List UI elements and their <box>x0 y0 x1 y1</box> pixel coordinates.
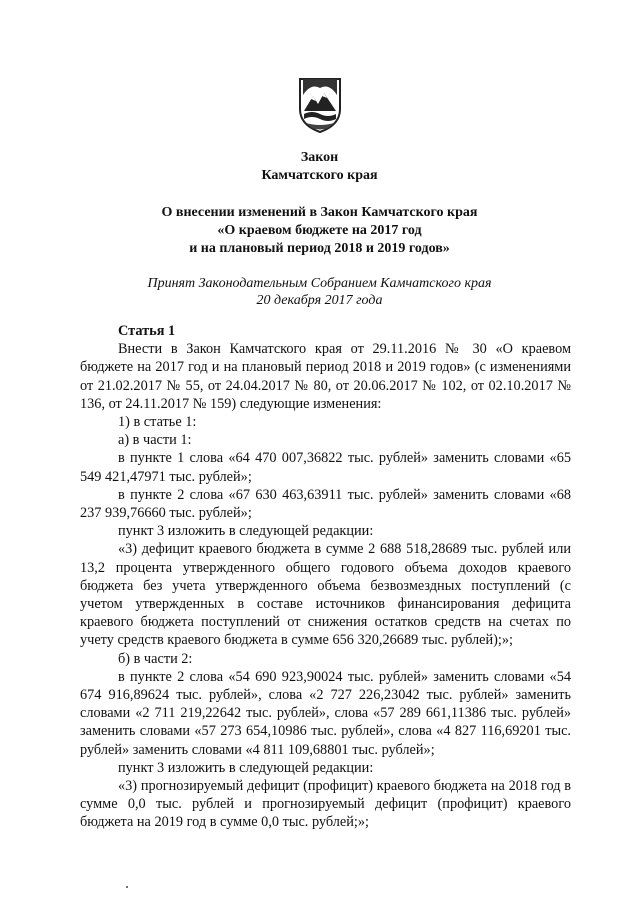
paragraph: в пункте 2 слова «54 690 923,90024 тыс. рублей» заменить словами «54 674 916,89624 тыс. рублей», слова «2 727 226,23042 тыс. рублей» заменить словами «2 711 219,22642 тыс. рублей», слова «57 289 661,11386 тыс. рублей» заменить словами «57 273 654,10986 тыс. рублей», слова «4 827 116,69201 тыс. рублей» заменить словами «4 811 109,68801 тыс. рублей»; <box>80 668 571 758</box>
paragraph: «3) дефицит краевого бюджета в сумме 2 688 518,28689 тыс. рублей или 13,2 процента утвержденного общего годового объема доходов краевого бюджета без учета утвержденного объема безвозмездных поступлений (с учетом утвержденных в составе источников финансирования дефицита краевого бюджета поступлений от снижения остатков средств на счетах по учету средств краевого бюджета в сумме 656 320,26689 тыс. рублей);»; <box>80 541 571 649</box>
document-title-line-1: О внесении изменений в Закон Камчатского края <box>161 205 478 220</box>
document-title-line-2: «О краевом бюджете на 2017 год <box>217 223 422 238</box>
document-title-line-3: и на плановый период 2018 и 2019 годов» <box>189 241 450 256</box>
adoption-date: 20 декабря 2017 года <box>256 293 383 308</box>
paragraph: б) в части 2: <box>118 650 193 667</box>
paragraph: 1) в статье 1: <box>118 414 197 431</box>
paragraph: «3) прогнозируемый дефицит (профицит) краевого бюджета на 2018 год в сумме 0,0 тыс. рублей и прогнозируемый дефицит (профицит) краевого бюджета на 2019 год в сумме 0,0 тыс. рублей;»; <box>80 778 571 831</box>
adoption-note-line-1: Принят Законодательным Собранием Камчатского края <box>147 276 492 291</box>
paragraph: а) в части 1: <box>118 432 192 449</box>
paragraph: Внести в Закон Камчатского края от 29.11.2016 № 30 «О краевом бюджете на 2017 год и на плановый период 2018 и 2019 годов» (с изменениями от 21.02.2017 № 55, от 24.04.2017 № 80, от 20.06.2017 № 102, от 02.10.2017 № 136, от 24.11.2017 № 159) следующие изменения: <box>80 341 571 412</box>
paragraph: пункт 3 изложить в следующей редакции: <box>118 759 374 776</box>
kamchatka-coat-of-arms-icon <box>295 75 345 135</box>
scan-speck <box>126 886 128 888</box>
document-region: Камчатского края <box>261 168 378 183</box>
paragraph: в пункте 2 слова «67 630 463,63911 тыс. рублей» заменить словами «68 237 939,76660 тыс. рублей»; <box>80 486 571 522</box>
law-body <box>80 322 571 832</box>
paragraph: в пункте 1 слова «64 470 007,36822 тыс. рублей» заменить словами «65 549 421,47971 тыс. рублей»; <box>80 450 571 485</box>
document-type: Закон <box>300 150 339 165</box>
paragraph: пункт 3 изложить в следующей редакции: <box>118 523 374 540</box>
article-heading: Статья 1 <box>118 323 176 339</box>
